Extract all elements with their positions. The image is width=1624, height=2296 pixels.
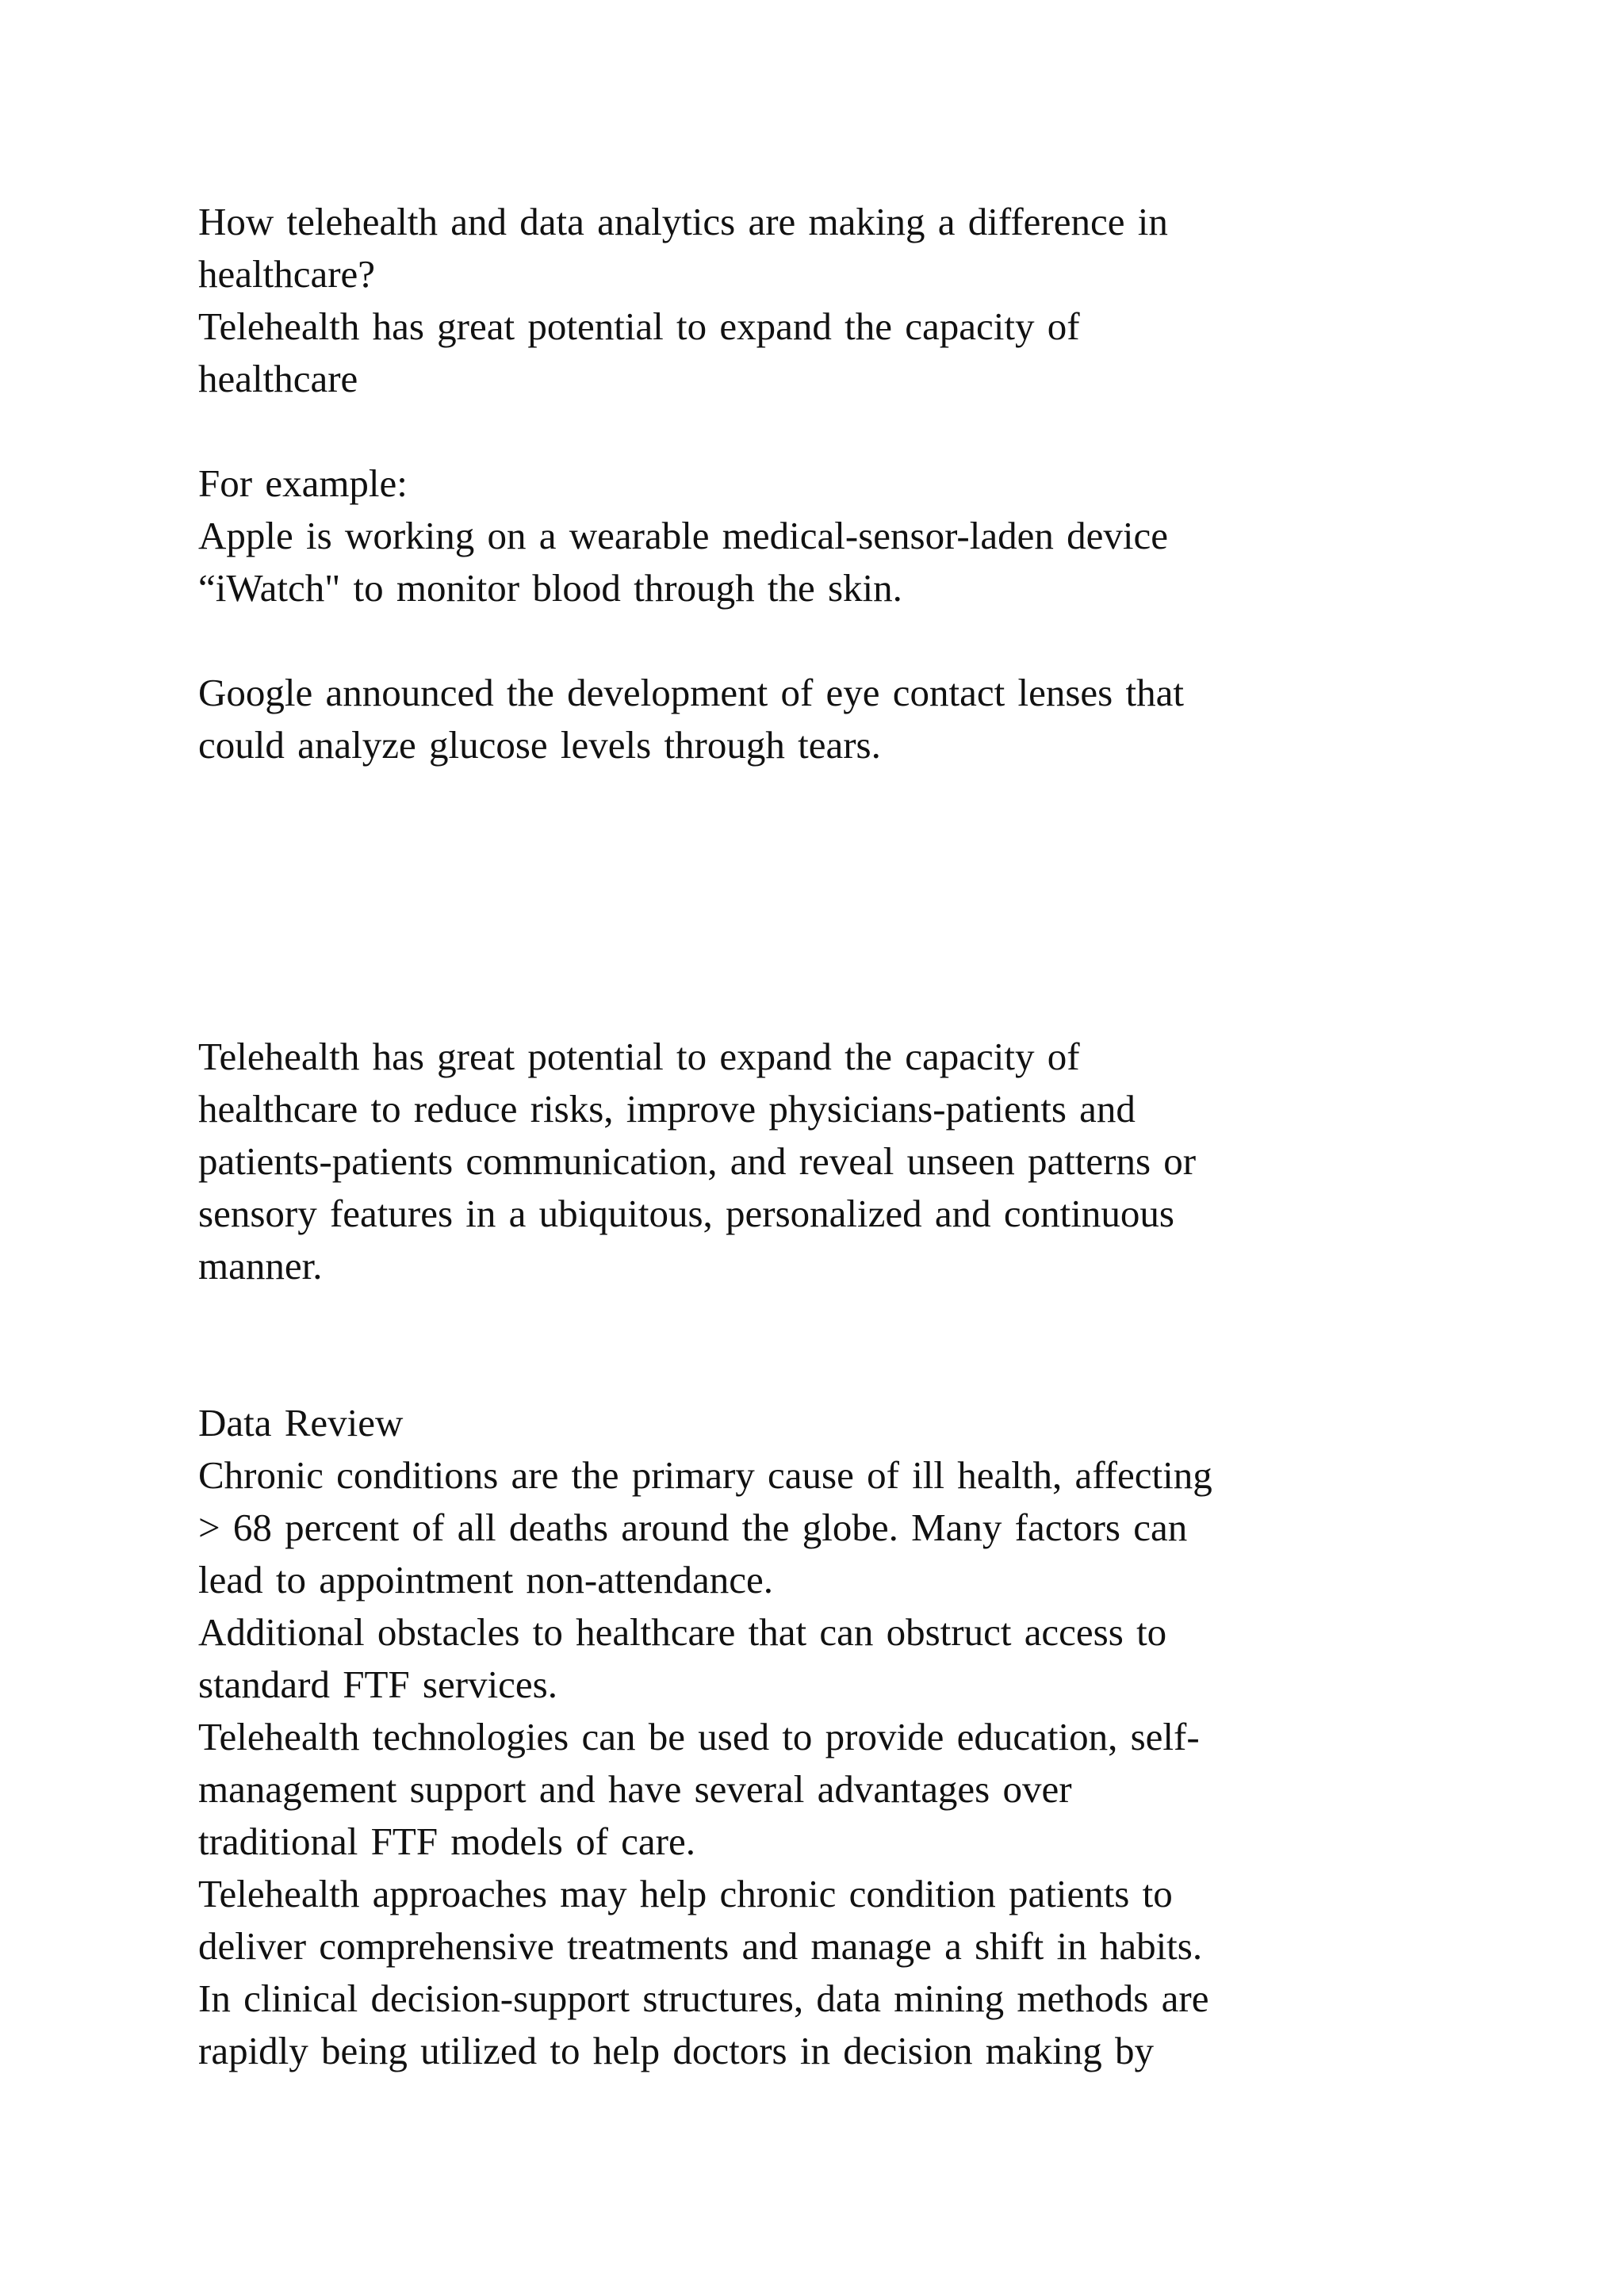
apple-line-1: Apple is working on a wearable medical-sensor-laden device [198, 514, 1168, 557]
review-line-4: Additional obstacles to healthcare that can obstruct access to [198, 1610, 1167, 1654]
paragraph-line-1: Telehealth has great potential to expand the capacity of [198, 1035, 1080, 1078]
review-line-11: In clinical decision-support structures, data mining methods are [198, 1976, 1209, 2020]
review-line-8: traditional FTF models of care. [198, 1820, 695, 1863]
paragraph-line-2: healthcare to reduce risks, improve physicians-patients and [198, 1087, 1136, 1131]
review-line-1: Chronic conditions are the primary cause of ill health, affecting [198, 1453, 1212, 1497]
example-label: For example: [198, 461, 408, 505]
review-line-10: deliver comprehensive treatments and manage a shift in habits. [198, 1924, 1203, 1968]
paragraph-line-4: sensory features in a ubiquitous, personalized and continuous [198, 1192, 1174, 1235]
review-line-9: Telehealth approaches may help chronic condition patients to [198, 1872, 1173, 1915]
intro-line-1: Telehealth has great potential to expand the capacity of [198, 304, 1080, 348]
review-line-2: > 68 percent of all deaths around the globe. Many factors can [198, 1506, 1188, 1549]
heading-line-1: How telehealth and data analytics are making a difference in [198, 200, 1168, 243]
review-line-7: management support and have several advantages over [198, 1767, 1072, 1811]
apple-line-2: “iWatch" to monitor blood through the skin. [198, 566, 902, 610]
paragraph-line-5: manner. [198, 1244, 323, 1288]
paragraph-line-3: patients-patients communication, and reveal unseen patterns or [198, 1139, 1197, 1183]
heading-line-2: healthcare? [198, 252, 376, 296]
data-review-heading: Data Review [198, 1401, 404, 1445]
google-line-2: could analyze glucose levels through tears. [198, 723, 881, 767]
review-line-12: rapidly being utilized to help doctors in decision making by [198, 2029, 1154, 2072]
intro-line-2: healthcare [198, 357, 358, 400]
review-line-5: standard FTF services. [198, 1663, 557, 1706]
google-line-1: Google announced the development of eye contact lenses that [198, 671, 1184, 714]
review-line-6: Telehealth technologies can be used to provide education, self- [198, 1715, 1200, 1758]
review-line-3: lead to appointment non-attendance. [198, 1558, 773, 1601]
